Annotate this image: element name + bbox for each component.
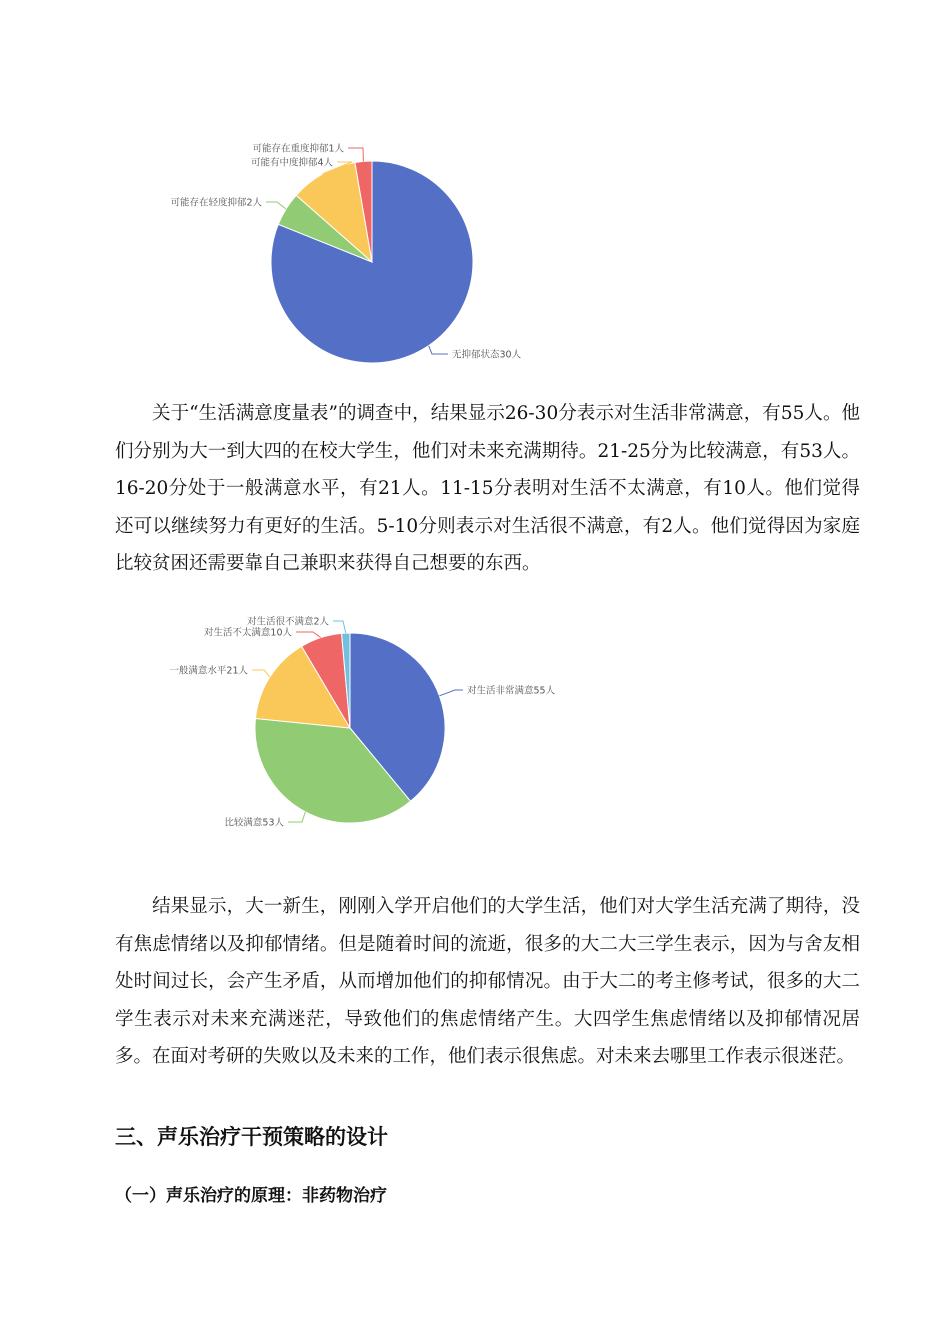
pie-chart-depression [170,143,521,364]
paragraph-life-satisfaction-text: 关于“生活满意度量表”的调查中，结果显示26-30分表示对生活非常满意，有55人。他们分别为大一到大四的在校大学生，他们对未来充满期待。21-25分为比较满意，有53人。16-20分处于一般满意水平，有21人。11-15分表明对生活不太满意，有10人。他们觉得还可以继续努力有更好的生活。5-10分则表示对生活很不满意，有2人。他们觉得因为家庭比较贫困还需要靠自己兼职来获得自己想要的东西。 [115,403,860,574]
slice-label: 无抑郁状态30人 [452,349,522,361]
label-leader-line [439,690,463,696]
label-leader-line [429,346,448,354]
slice-label: 比较满意53人 [224,817,284,829]
slice-label: 可能有中度抑郁4人 [250,157,333,169]
label-leader-line [333,621,346,633]
slice-label: 一般满意水平21人 [169,665,248,677]
paragraph-results-text: 结果显示，大一新生，刚刚入学开启他们的大学生活，他们对大学生活充满了期待，没有焦虑情绪以及抑郁情绪。但是随着时间的流逝，很多的大二大三学生表示，因为与舍友相处时间过长，会产生矛盾，从而增加他们的抑郁情况。由于大二的考主修考试，很多的大二学生表示对未来充满迷茫，导致他们的焦虑情绪产生。大四学生焦虑情绪以及抑郁情况居多。在面对考研的失败以及未来的工作，他们表示很焦虑。对未来去哪里工作表示很迷茫。 [115,896,860,1067]
label-leader-line [266,202,286,209]
label-leader-line [252,670,270,677]
slice-label: 对生活很不满意2人 [246,616,329,628]
slice-label: 对生活非常满意55人 [467,685,556,697]
label-leader-line [296,632,321,638]
paragraph-results [115,888,860,1076]
slice-label: 可能存在轻度抑郁2人 [170,197,262,209]
slice-label: 可能存在重度抑郁1人 [252,143,344,155]
section-heading: 三、声乐治疗干预策略的设计 [115,1125,388,1149]
label-leader-line [348,148,363,161]
paragraph-life-satisfaction [115,395,860,583]
label-leader-line [288,812,305,822]
slice-label: 对生活不太满意10人 [203,627,292,639]
pie-chart-life-satisfaction [169,616,555,829]
subsection-heading: （一）声乐治疗的原理：非药物治疗 [115,1186,387,1206]
